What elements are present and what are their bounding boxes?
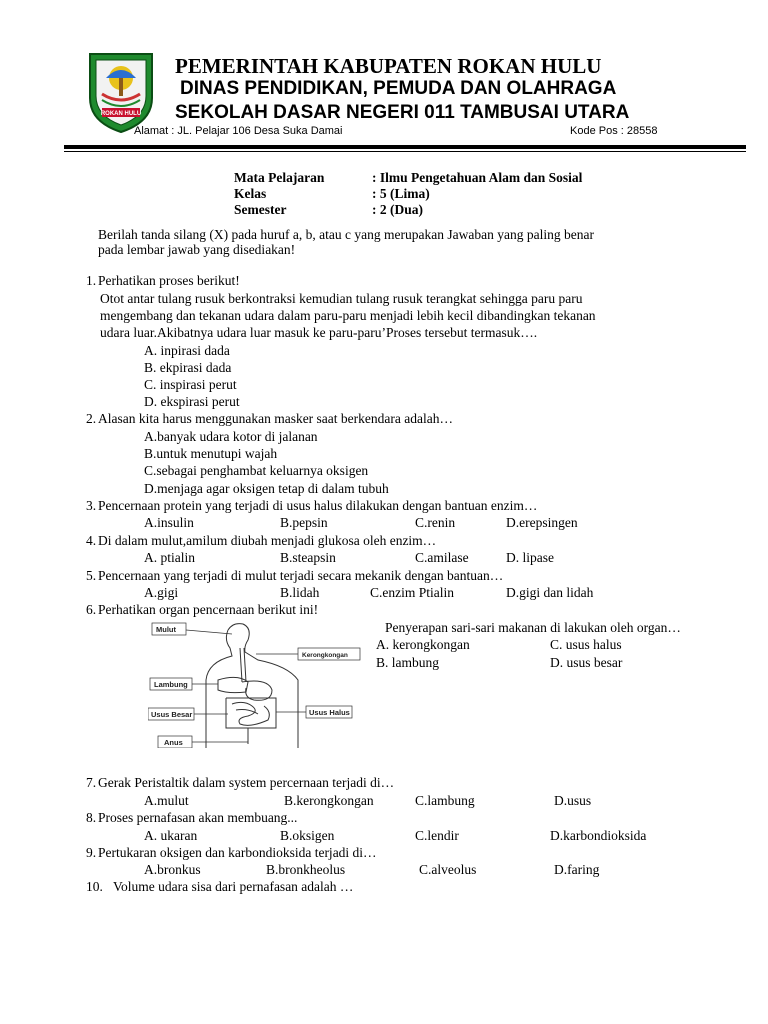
- question-number: 3.: [86, 498, 97, 513]
- question-6-option-b[interactable]: B. lambung: [376, 655, 439, 670]
- diagram-label-kerongkongan: Kerongkongan: [302, 652, 348, 659]
- question-5-option-b[interactable]: B.lidah: [280, 585, 320, 600]
- question-number: 5.: [86, 568, 97, 583]
- regency-emblem-logo: [86, 50, 156, 134]
- question-9-option-c[interactable]: C.alveolus: [419, 862, 477, 877]
- header-address: Alamat : JL. Pelajar 106 Desa Suka Damai: [134, 125, 343, 137]
- question-number: 9.: [86, 845, 97, 860]
- question-1-option-b[interactable]: B. ekpirasi dada: [144, 360, 232, 375]
- question-7-option-d[interactable]: D.usus: [554, 793, 592, 808]
- question-9-stem: Pertukaran oksigen dan karbondioksida terjadi di…: [98, 845, 377, 860]
- question-8-option-b[interactable]: B.oksigen: [280, 828, 335, 843]
- question-7-stem: Gerak Peristaltik dalam system percernaan terjadi di…: [98, 775, 395, 790]
- diagram-label-usus-halus: Usus Halus: [309, 708, 350, 717]
- info-subject-value: : Ilmu Pengetahuan Alam dan Sosial: [372, 170, 583, 185]
- question-1-option-d[interactable]: D. ekspirasi perut: [144, 394, 240, 409]
- question-5-option-a[interactable]: A.gigi: [144, 585, 179, 600]
- question-1-option-a[interactable]: A. inpirasi dada: [144, 343, 230, 358]
- question-6-sub-stem: Penyerapan sari-sari makanan di lakukan oleh organ…: [385, 620, 681, 635]
- question-9-option-a[interactable]: A.bronkus: [144, 862, 201, 877]
- question-8-option-d[interactable]: D.karbondioksida: [550, 828, 647, 843]
- question-number: 2.: [86, 411, 97, 426]
- question-4-stem: Di dalam mulut,amilum diubah menjadi glukosa oleh enzim…: [98, 533, 437, 548]
- info-class-value: : 5 (Lima): [372, 186, 430, 201]
- question-1-stem: Otot antar tulang rusuk berkontraksi kemudian tulang rusuk terangkat sehingga paru paru: [100, 291, 583, 306]
- question-number: 1.: [86, 273, 97, 288]
- question-3-option-c[interactable]: C.renin: [415, 515, 456, 530]
- question-1-stem: Perhatikan proses berikut!: [98, 273, 240, 288]
- header-divider-thin: [64, 151, 746, 152]
- question-2-option-b[interactable]: B.untuk menutupi wajah: [144, 446, 278, 461]
- instruction-line-2: pada lembar jawab yang disediakan!: [98, 242, 296, 257]
- question-5-stem: Pencernaan yang terjadi di mulut terjadi secara mekanik dengan bantuan…: [98, 568, 504, 583]
- question-3-stem: Pencernaan protein yang terjadi di usus halus dilakukan dengan bantuan enzim…: [98, 498, 538, 513]
- question-2-stem: Alasan kita harus menggunakan masker saat berkendara adalah…: [98, 411, 453, 426]
- info-subject-label: Mata Pelajaran: [234, 170, 325, 185]
- question-8-option-a[interactable]: A. ukaran: [144, 828, 198, 843]
- diagram-label-anus: Anus: [164, 738, 183, 747]
- question-1-stem: udara luar.Akibatnya udara luar masuk ke paru-paru’Proses tersebut termasuk….: [100, 325, 538, 340]
- question-9-option-d[interactable]: D.faring: [554, 862, 600, 877]
- question-2-option-c[interactable]: C.sebagai penghambat keluarnya oksigen: [144, 463, 369, 478]
- question-4-option-c[interactable]: C.amilase: [415, 550, 469, 565]
- question-3-option-d[interactable]: D.erepsingen: [506, 515, 578, 530]
- question-number: 8.: [86, 810, 97, 825]
- svg-text:ROKAN HULU: ROKAN HULU: [100, 111, 142, 117]
- question-3-option-b[interactable]: B.pepsin: [280, 515, 328, 530]
- question-8-option-c[interactable]: C.lendir: [415, 828, 459, 843]
- diagram-label-usus-besar: Usus Besar: [151, 710, 193, 719]
- question-5-option-c[interactable]: C.enzim Ptialin: [370, 585, 454, 600]
- diagram-label-lambung: Lambung: [154, 680, 188, 689]
- question-number: 10.: [86, 879, 103, 894]
- header-government-name: PEMERINTAH KABUPATEN ROKAN HULU: [175, 54, 602, 78]
- question-number: 4.: [86, 533, 97, 548]
- question-9-option-b[interactable]: B.bronkheolus: [266, 862, 346, 877]
- question-1-option-c[interactable]: C. inspirasi perut: [144, 377, 237, 392]
- header-school-name: SEKOLAH DASAR NEGERI 011 TAMBUSAI UTARA: [175, 102, 630, 123]
- info-semester-value: : 2 (Dua): [372, 202, 423, 217]
- diagram-label-mulut: Mulut: [156, 625, 176, 634]
- header-department-name: DINAS PENDIDIKAN, PEMUDA DAN OLAHRAGA: [180, 78, 617, 99]
- question-3-option-a[interactable]: A.insulin: [144, 515, 194, 530]
- info-class-label: Kelas: [234, 186, 267, 201]
- question-7-option-b[interactable]: B.kerongkongan: [284, 793, 374, 808]
- question-4-option-a[interactable]: A. ptialin: [144, 550, 195, 565]
- question-6-stem: Perhatikan organ pencernaan berikut ini!: [98, 602, 319, 617]
- question-7-option-a[interactable]: A.mulut: [144, 793, 189, 808]
- header-postal-code: Kode Pos : 28558: [570, 125, 658, 137]
- question-1-stem: mengembang dan tekanan udara dalam paru-paru menjadi lebih kecil dibandingkan tekanan: [100, 308, 596, 323]
- question-number: 7.: [86, 775, 97, 790]
- question-2-option-a[interactable]: A.banyak udara kotor di jalanan: [144, 429, 318, 444]
- instruction-line-1: Berilah tanda silang (X) pada huruf a, b, atau c yang merupakan Jawaban yang paling benar: [98, 227, 594, 242]
- question-6-option-d[interactable]: D. usus besar: [550, 655, 623, 670]
- question-4-option-d[interactable]: D. lipase: [506, 550, 554, 565]
- question-6-option-c[interactable]: C. usus halus: [550, 637, 622, 652]
- question-5-option-d[interactable]: D.gigi dan lidah: [506, 585, 594, 600]
- question-6-option-a[interactable]: A. kerongkongan: [376, 637, 470, 652]
- header-divider-thick: [64, 145, 746, 149]
- question-4-option-b[interactable]: B.steapsin: [280, 550, 336, 565]
- question-number: 6.: [86, 602, 97, 617]
- question-8-stem: Proses pernafasan akan membuang...: [98, 810, 298, 825]
- question-7-option-c[interactable]: C.lambung: [415, 793, 475, 808]
- question-2-option-d[interactable]: D.menjaga agar oksigen tetap di dalam tubuh: [144, 481, 389, 496]
- info-semester-label: Semester: [234, 202, 287, 217]
- digestive-system-diagram: [148, 620, 368, 748]
- question-10-stem: Volume udara sisa dari pernafasan adalah …: [113, 879, 354, 894]
